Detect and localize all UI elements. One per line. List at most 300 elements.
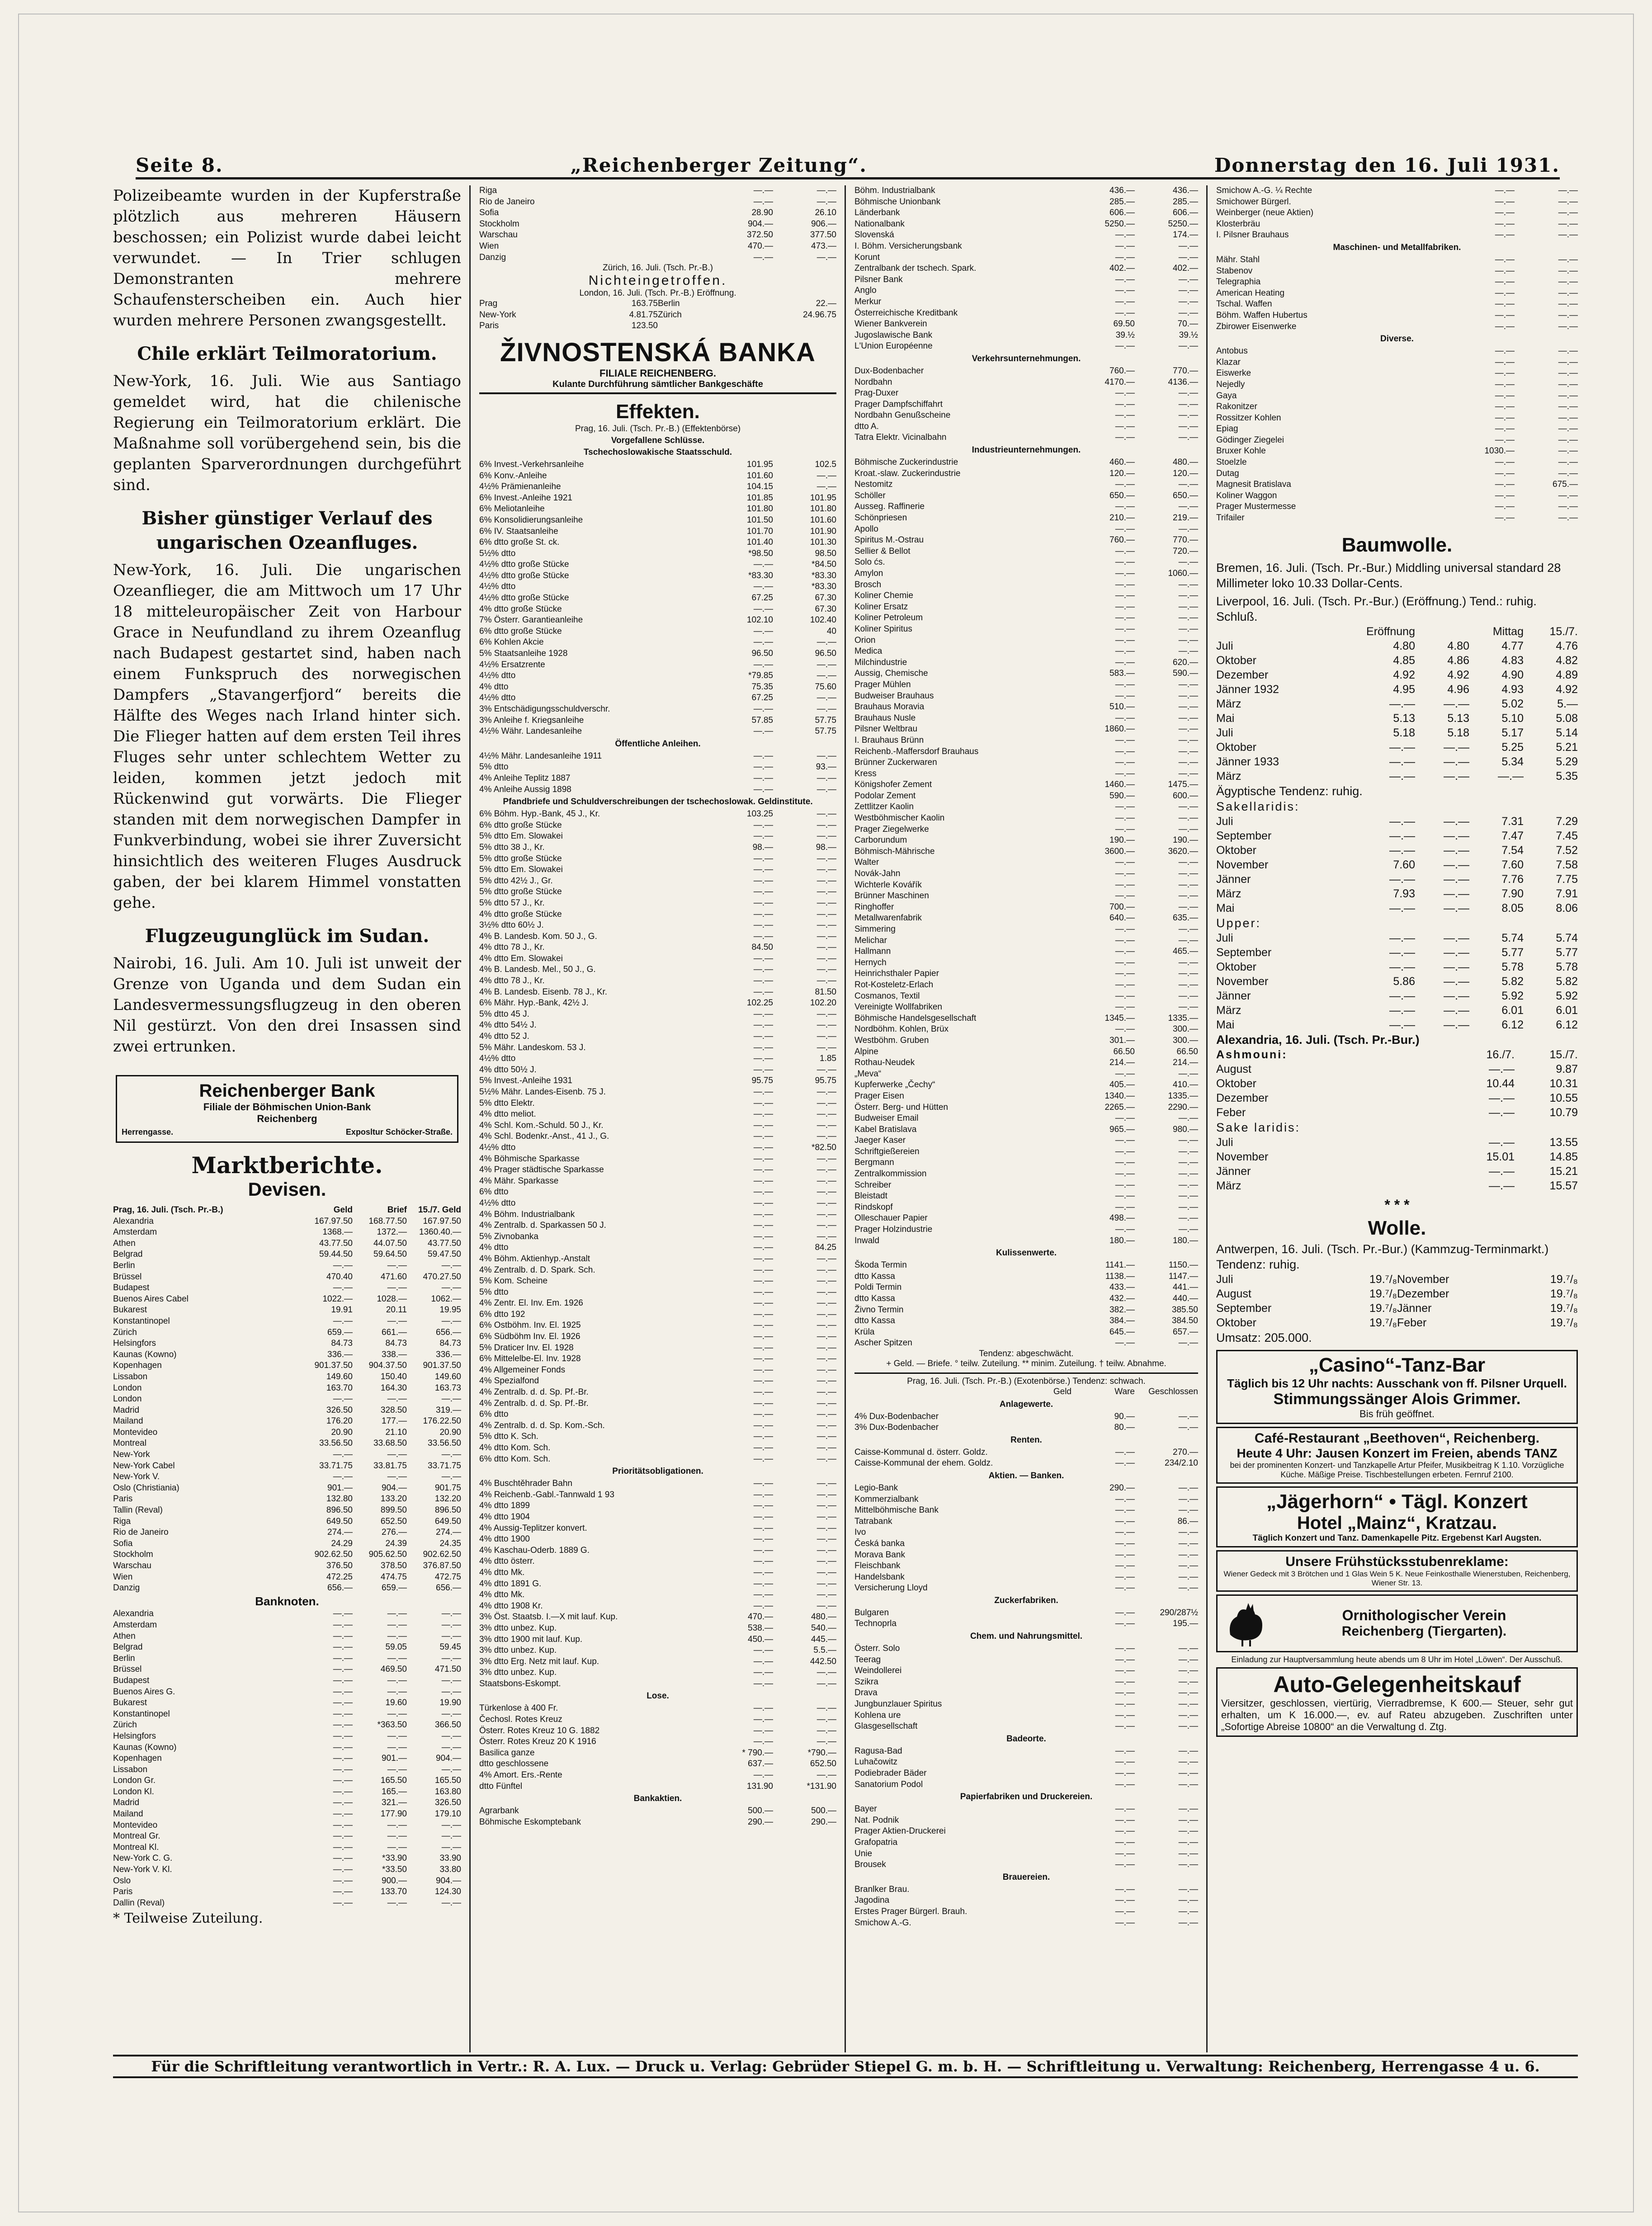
row-label: Nordbahn xyxy=(854,377,892,387)
row-value: 5.92 xyxy=(1501,989,1524,1002)
row-label: Stockholm xyxy=(113,1550,153,1560)
row-label: Reichenb.-Maffersdorf Brauhaus xyxy=(854,746,979,756)
row-label: 4% dtto 54½ J. xyxy=(479,1020,537,1030)
row-label: Jungbunzlauer Spiritus xyxy=(854,1699,942,1709)
row-value: —.— xyxy=(1115,758,1135,768)
table-row xyxy=(1216,726,1578,740)
row-label: Bruxer Kohle xyxy=(1216,446,1266,456)
table-row xyxy=(1216,960,1578,974)
table-row xyxy=(113,1405,461,1416)
row-value: —.— xyxy=(1558,357,1578,367)
table-row xyxy=(479,809,836,820)
row-value: —.— xyxy=(1558,468,1578,478)
table-row xyxy=(113,1372,461,1383)
row-value: 19.⁷/₈ xyxy=(1550,1316,1578,1329)
row-value: —.— xyxy=(441,1653,461,1663)
table-row xyxy=(479,964,836,976)
row-value: 7.91 xyxy=(1556,887,1578,900)
row-value: 80.— xyxy=(1114,1423,1135,1433)
row-label: Buenos Aires G. xyxy=(113,1687,175,1697)
ad-beethoven-title: Café-Restaurant „Beethoven“, Reichenberg. xyxy=(1254,1430,1540,1446)
row-value: —.— xyxy=(1115,569,1135,578)
row-label: Prager Holzindustrie xyxy=(854,1225,933,1235)
table-row xyxy=(854,366,1198,377)
row-value: 101.50 xyxy=(746,515,773,525)
row-value: 290.— xyxy=(1109,1483,1135,1493)
row-value: —.— xyxy=(817,1479,836,1489)
row-label: Königshofer Zement xyxy=(854,780,932,790)
row-value: 1022.— xyxy=(322,1294,353,1304)
row-value: —.— xyxy=(1115,713,1135,723)
row-value: 7.45 xyxy=(1556,829,1578,842)
table-row xyxy=(854,646,1198,657)
row-value: 5.14 xyxy=(1556,726,1578,739)
row-label: Caisse-Kommunal d. österr. Goldz. xyxy=(854,1447,988,1457)
row-value: —.— xyxy=(753,1265,773,1275)
row-value: —.— xyxy=(1178,1423,1198,1433)
table-row xyxy=(113,1642,461,1653)
table-row xyxy=(854,1826,1198,1837)
row-value: 5.74 xyxy=(1501,931,1524,944)
row-value: —.— xyxy=(1115,1655,1135,1665)
row-label: Nejedly xyxy=(1216,379,1245,389)
table-row xyxy=(854,1458,1198,1469)
row-value: —.— xyxy=(817,693,836,703)
row-value: 33.71.75 xyxy=(319,1461,353,1471)
row-label: Simmering xyxy=(854,924,896,934)
industrie-title: Industrieunternehmungen. xyxy=(972,445,1081,455)
table-row xyxy=(854,330,1198,341)
table-row xyxy=(479,219,836,230)
row-value: 904.37.50 xyxy=(368,1361,407,1371)
row-label: Konstantinopel xyxy=(113,1709,170,1719)
table-row xyxy=(854,535,1198,546)
row-value: 4.92 xyxy=(1393,668,1415,681)
row-label: Montreal Kl. xyxy=(113,1842,159,1852)
table-row xyxy=(479,1176,836,1187)
table-row xyxy=(479,1365,836,1376)
row-value: —.— xyxy=(333,1809,353,1819)
table-row xyxy=(854,924,1198,935)
row-value: 165.50 xyxy=(380,1776,407,1786)
row-label: Koliner Petroleum xyxy=(854,613,923,623)
table-row xyxy=(479,1231,836,1243)
table-row xyxy=(854,1024,1198,1035)
row-label: 3% dtto 1900 mit lauf. Kup. xyxy=(479,1634,583,1644)
row-label: März xyxy=(1216,697,1241,710)
row-value: —.— xyxy=(387,1653,407,1663)
row-value: —.— xyxy=(1115,1146,1135,1156)
row-value: 1360.40.— xyxy=(419,1227,461,1237)
table-row xyxy=(479,953,836,965)
row-value: 904.— xyxy=(436,1876,461,1886)
table-row xyxy=(854,1655,1198,1666)
row-value: —.— xyxy=(753,1276,773,1286)
row-value: —.— xyxy=(753,1221,773,1231)
table-row xyxy=(479,1165,836,1176)
row-value: —.— xyxy=(1178,735,1198,745)
row-value: —.— xyxy=(753,1231,773,1241)
table-row xyxy=(854,1494,1198,1505)
row-value: —.— xyxy=(333,1731,353,1741)
row-value: 4170.— xyxy=(1104,377,1135,387)
row-value: —.— xyxy=(1178,297,1198,307)
row-value xyxy=(773,321,836,332)
row-value: 214.— xyxy=(1109,1058,1135,1068)
row-value: 436.— xyxy=(1109,186,1135,195)
row-value: —.— xyxy=(817,1443,836,1453)
row-value: 4.77 xyxy=(1501,639,1524,652)
table-row xyxy=(479,1490,836,1501)
row-value: 385.50 xyxy=(1171,1305,1198,1315)
row-value: —.— xyxy=(753,1065,773,1075)
row-value: 472.75 xyxy=(434,1572,461,1582)
row-label: 5% Invest.-Anleihe 1931 xyxy=(479,1076,572,1086)
row-label: New-York xyxy=(113,1450,150,1460)
row-value: —.— xyxy=(817,943,836,953)
row-value: 4.93 xyxy=(1501,683,1524,696)
row-value: —.— xyxy=(1495,357,1515,367)
row-value: 102.10 xyxy=(746,615,773,625)
row-value: 214.— xyxy=(1173,1058,1198,1068)
table-row xyxy=(854,824,1198,835)
row-label: „Meva“ xyxy=(854,1069,882,1079)
ad-beethoven-text: bei der prominenten Konzert- und Tanzkapelle Artur Pfeifer, Musikbeitrag K 1.10. Vorzügliche Küche. Mäßige Preise. Tischbestellungen erbeten. Fernruf 2100. xyxy=(1230,1460,1564,1479)
table-row xyxy=(1216,424,1578,435)
table-row xyxy=(854,857,1198,868)
row-value: —.— xyxy=(753,1054,773,1064)
row-label: November xyxy=(1216,858,1269,871)
row-label: Madrid xyxy=(113,1405,140,1415)
row-label: 6% IV. Staatsanleihe xyxy=(479,526,558,536)
table-header-cell: 15./7. xyxy=(1549,1048,1578,1061)
row-value: 500.— xyxy=(811,1806,836,1816)
table-row xyxy=(479,682,836,693)
row-label: Prager Mühlen xyxy=(854,679,911,689)
table-row xyxy=(479,751,836,762)
headline-chile: Chile erklärt Teilmoratorium. xyxy=(137,343,437,364)
row-value: 336.— xyxy=(436,1349,461,1359)
row-value: —.— xyxy=(753,987,773,997)
row-value: —.— xyxy=(817,1032,836,1042)
table-row xyxy=(479,1154,836,1165)
table-header-cell xyxy=(854,1387,1008,1398)
row-value: 405.— xyxy=(1109,1080,1135,1090)
row-label: Prager Mustermesse xyxy=(1216,502,1296,512)
table-row xyxy=(113,1383,461,1394)
row-value: 436.— xyxy=(1173,186,1198,195)
table-row xyxy=(854,1516,1198,1528)
row-value: 7.60 xyxy=(1393,858,1415,871)
row-label: Gaya xyxy=(1216,391,1237,401)
row-label: Böhm. Industrialbank xyxy=(854,186,935,195)
row-value: —.— xyxy=(1558,368,1578,378)
row-label: Brüssel xyxy=(113,1272,142,1282)
row-label: Szikra xyxy=(854,1677,878,1687)
table-row xyxy=(113,1538,461,1550)
table-row xyxy=(854,613,1198,624)
table-row xyxy=(854,1091,1198,1102)
table-row xyxy=(113,1809,461,1820)
row-value: 163.70 xyxy=(326,1383,353,1393)
row-label: Zettlitzer Kaolin xyxy=(854,802,914,812)
row-value: —.— xyxy=(441,1620,461,1630)
row-value: 101.85 xyxy=(746,493,773,503)
row-value: —.— xyxy=(817,1309,836,1319)
row-value: 95.75 xyxy=(815,1076,836,1086)
row-label: Jänner xyxy=(1216,989,1251,1002)
row-value: —.— xyxy=(753,1042,773,1052)
row-label: 3% Öst. Staatsb. I.—X mit lauf. Kup. xyxy=(479,1612,618,1622)
row-value: —.— xyxy=(1115,924,1135,934)
row-label: Mittelböhmische Bank xyxy=(854,1505,939,1515)
row-value: *84.50 xyxy=(812,560,836,570)
row-value: 338.— xyxy=(382,1349,407,1359)
row-value: 896.50 xyxy=(326,1505,353,1515)
row-value: 384.— xyxy=(1109,1316,1135,1326)
row-label: Orion xyxy=(854,635,876,645)
table-row xyxy=(113,1720,461,1731)
row-value: —.— xyxy=(1389,1018,1415,1031)
table-row xyxy=(479,1142,836,1154)
row-value: 500.— xyxy=(748,1806,773,1816)
table-header-row xyxy=(1216,624,1578,639)
row-value: 4.95 xyxy=(1393,683,1415,696)
row-value: —.— xyxy=(1495,288,1515,298)
tendenz: Tendenz: abgeschwächt. xyxy=(979,1349,1074,1358)
row-label: 4½% dtto xyxy=(479,582,516,592)
row-value: —.— xyxy=(1178,388,1198,398)
row-label: Belgrad xyxy=(113,1642,143,1652)
row-value: 1475.— xyxy=(1168,780,1198,790)
row-label: 4% Böhmische Sparkasse xyxy=(479,1154,580,1164)
row-label: 6% Invest.-Anleihe 1921 xyxy=(479,493,572,503)
row-value: —.— xyxy=(1115,433,1135,443)
row-value: —.— xyxy=(1178,924,1198,934)
table-row xyxy=(854,1815,1198,1826)
row-value: —.— xyxy=(1115,1572,1135,1582)
row-label: 4% dtto Mk. xyxy=(479,1590,525,1600)
row-value: —.— xyxy=(1178,1860,1198,1870)
row-value: —.— xyxy=(753,1556,773,1566)
row-value: —.— xyxy=(1178,1746,1198,1756)
table-row xyxy=(479,898,836,909)
table-row xyxy=(113,1687,461,1698)
table-row xyxy=(854,1608,1198,1619)
row-label: 4½% Prämienanleihe xyxy=(479,482,561,492)
row-value: 163.80 xyxy=(434,1787,461,1797)
row-value: —.— xyxy=(333,1865,353,1875)
row-value: 5.78 xyxy=(1501,960,1524,973)
row-value: —.— xyxy=(1444,887,1469,900)
row-value: —.— xyxy=(1389,946,1415,959)
table-row xyxy=(1216,255,1578,266)
table-row xyxy=(854,1561,1198,1572)
table-row xyxy=(479,1398,836,1410)
table-row xyxy=(479,762,836,773)
table-header-cell: Mittag xyxy=(1492,625,1524,638)
table-row xyxy=(1216,1091,1578,1105)
row-value: 101.70 xyxy=(746,526,773,536)
table-row xyxy=(113,1787,461,1798)
row-label: Bukarest xyxy=(113,1305,147,1315)
row-label: Merkur xyxy=(854,297,882,307)
row-label: Rossitzer Kohlen xyxy=(1216,413,1281,423)
table-row xyxy=(479,670,836,682)
row-label: Tatra Elektr. Vicinalbahn xyxy=(854,433,947,443)
row-label: 4% Schl. Kom.-Schuld. 50 J., Kr. xyxy=(479,1120,604,1130)
row-value: * 790.— xyxy=(742,1748,773,1758)
row-label: Böhmisch-Mährische xyxy=(854,846,935,856)
row-value: 4.81.75 xyxy=(629,310,658,320)
row-label: 4% Buschtěhrader Bahn xyxy=(479,1479,572,1489)
row-label: Warschau xyxy=(479,230,518,240)
row-value: —.— xyxy=(753,660,773,670)
row-label: August xyxy=(1216,1062,1251,1075)
row-label: Danzig xyxy=(479,252,506,262)
table-row xyxy=(1216,513,1578,524)
row-label: Riga xyxy=(479,186,497,195)
table-row xyxy=(113,1505,461,1516)
row-value: —.— xyxy=(1115,802,1135,812)
row-value: —.— xyxy=(817,931,836,941)
table-row xyxy=(479,1656,836,1668)
row-value: —.— xyxy=(753,197,773,207)
row-value: —.— xyxy=(753,876,773,886)
row-value: —.— xyxy=(1178,1906,1198,1916)
row-value: 720.— xyxy=(1173,546,1198,556)
row-value: 19.60 xyxy=(385,1698,407,1708)
row-value: —.— xyxy=(817,1590,836,1600)
row-label: Krüla xyxy=(854,1327,875,1337)
row-value: —.— xyxy=(1115,1225,1135,1235)
table-row xyxy=(479,842,836,854)
row-label: Koliner Chemie xyxy=(854,591,913,601)
row-value: —.— xyxy=(1444,1004,1469,1017)
row-value: 640.— xyxy=(1109,913,1135,923)
row-value: —.— xyxy=(753,1490,773,1500)
row-label: American Heating xyxy=(1216,288,1285,298)
row-value: 179.10 xyxy=(434,1809,461,1819)
table-row xyxy=(854,868,1198,880)
row-value: —.— xyxy=(441,1316,461,1326)
row-value: —.— xyxy=(1115,980,1135,990)
table-row xyxy=(113,1227,461,1238)
row-value: *98.50 xyxy=(748,548,773,558)
row-value: —.— xyxy=(753,1287,773,1297)
row-value: —.— xyxy=(333,1831,353,1841)
row-value: 101.80 xyxy=(746,504,773,514)
row-label: 4% Kaschau-Oderb. 1889 G. xyxy=(479,1545,590,1555)
row-value: 285.— xyxy=(1173,197,1198,207)
row-value: —.— xyxy=(1115,891,1135,901)
table-row xyxy=(1216,1150,1578,1164)
table-row xyxy=(113,1753,461,1764)
row-value: —.— xyxy=(1178,691,1198,701)
row-label: Ringhoffer xyxy=(854,902,894,912)
row-value: —.— xyxy=(1489,1179,1515,1192)
row-label: Luhačowitz xyxy=(854,1757,898,1767)
table-header-cell: 15./7. Geld xyxy=(418,1205,461,1215)
ad-fruehstueck-title: Unsere Frühstücksstubenreklame: xyxy=(1285,1554,1509,1569)
row-label: Alexandria xyxy=(113,1216,154,1226)
table-row xyxy=(479,1679,836,1690)
row-value: 150.40 xyxy=(380,1372,407,1382)
row-value: 1138.— xyxy=(1105,1271,1135,1281)
row-value: —.— xyxy=(1558,435,1578,445)
row-label: Paris xyxy=(113,1887,133,1897)
row-value: —.— xyxy=(1115,274,1135,284)
table-row xyxy=(479,1589,836,1601)
row-label: Jänner xyxy=(1216,1165,1251,1178)
row-label: Koliner Spiritus xyxy=(854,624,912,634)
row-value: —.— xyxy=(1178,1136,1198,1146)
row-label: 4% Reichenb.-Gabl.-Tannwald 1 93 xyxy=(479,1490,614,1500)
row-label: 6% dtto 192 xyxy=(479,1309,525,1319)
row-value: —.— xyxy=(1115,1191,1135,1201)
table-row xyxy=(479,1009,836,1020)
row-value: —.— xyxy=(1115,1688,1135,1698)
row-label: 6% Ostböhm. Inv. El. 1925 xyxy=(479,1321,581,1330)
row-label: Berlin xyxy=(113,1260,135,1270)
row-label: dtto Fünftel xyxy=(479,1781,523,1791)
row-value: —.— xyxy=(1178,1826,1198,1836)
table-row xyxy=(854,668,1198,679)
row-value: —.— xyxy=(1178,724,1198,734)
column-divider xyxy=(1206,185,1208,2052)
table-row xyxy=(854,1146,1198,1158)
row-value: 649.50 xyxy=(434,1516,461,1526)
table-row xyxy=(479,459,836,471)
row-label: 4% dtto 52 J. xyxy=(479,1032,529,1042)
row-label: 6% dtto große Stücke xyxy=(479,626,562,636)
row-label: 4½% dtto große Stücke xyxy=(479,560,569,570)
table-row xyxy=(479,1298,836,1309)
table-row xyxy=(479,1409,836,1420)
row-label: 4% B. Landesb. Kom. 50 J., G. xyxy=(479,931,597,941)
table-row xyxy=(479,1020,836,1031)
row-value: —.— xyxy=(753,1770,773,1780)
row-value: 321.— xyxy=(382,1798,407,1808)
row-value: —.— xyxy=(333,1787,353,1797)
table-row xyxy=(479,1567,836,1579)
bank-name: Reichenberger Bank xyxy=(199,1081,375,1101)
table-row xyxy=(854,1710,1198,1721)
row-label: 5% dtto K. Sch. xyxy=(479,1432,538,1442)
row-value: —.— xyxy=(753,751,773,761)
row-value: 650.— xyxy=(1173,490,1198,500)
row-value: —.— xyxy=(1178,286,1198,296)
row-label: März xyxy=(1216,1004,1241,1017)
row-value: 165.— xyxy=(382,1787,407,1797)
row-value: —.— xyxy=(753,1398,773,1408)
table-row xyxy=(113,1238,461,1250)
row-label: August xyxy=(1216,1287,1251,1300)
table-row xyxy=(113,1483,461,1494)
row-value: —.— xyxy=(817,1534,836,1544)
table-row xyxy=(854,580,1198,591)
row-value: —.— xyxy=(1115,957,1135,967)
row-value: —.— xyxy=(817,1376,836,1386)
row-label: Tallin (Reval) xyxy=(113,1505,163,1515)
effekten-sub3: Tschechoslowakische Staatsschuld. xyxy=(583,447,732,457)
ad-orni-text: Einladung zur Hauptversammlung heute abends um 8 Uhr im Hotel „Löwen“. Der Ausschuß. xyxy=(1231,1655,1563,1664)
row-value: 1372.— xyxy=(377,1227,407,1237)
row-label: dtto geschlossene xyxy=(479,1759,549,1769)
row-value: —.— xyxy=(817,1120,836,1130)
row-value: —.— xyxy=(753,1009,773,1019)
row-value: —.— xyxy=(817,1420,836,1430)
